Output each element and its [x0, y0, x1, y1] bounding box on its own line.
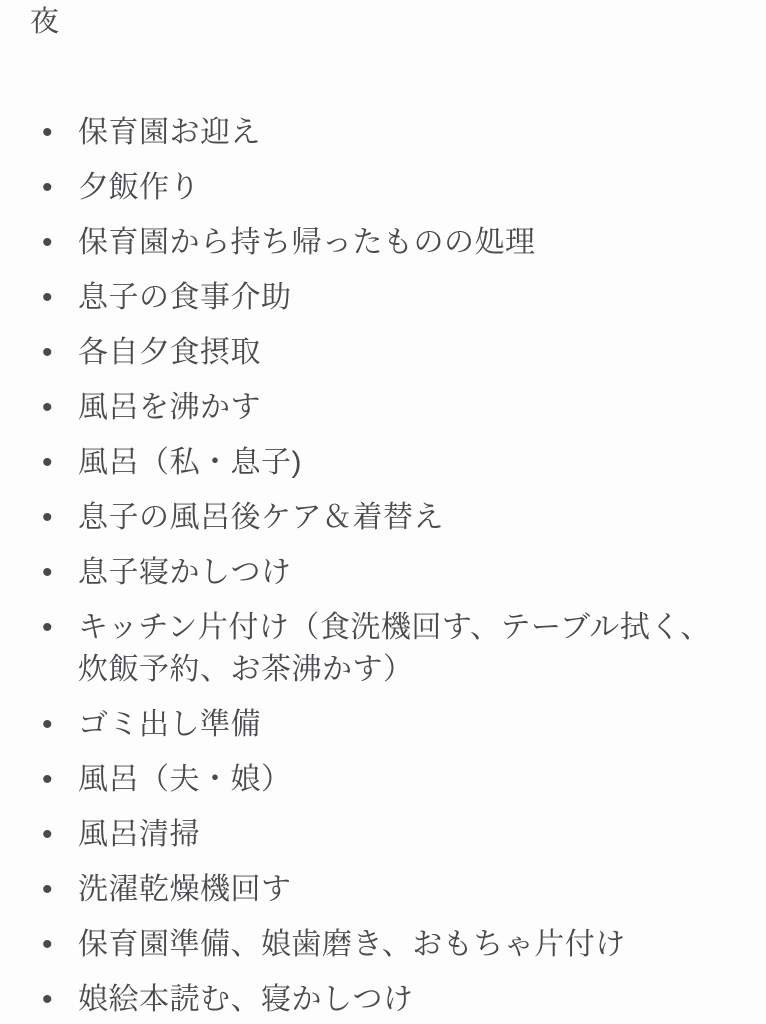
- task-item: • 風呂を沸かす: [42, 387, 736, 429]
- section-heading: 夜: [30, 6, 61, 38]
- task-item: • 息子寝かしつけ: [42, 552, 736, 594]
- task-item: • 洗濯乾燥機回す: [42, 869, 736, 911]
- task-item: • 風呂（夫・娘）: [42, 759, 736, 801]
- task-item: • 風呂清掃: [42, 814, 736, 856]
- task-item: • ゴミ出し準備: [42, 704, 736, 746]
- task-item: • 息子の風呂後ケア＆着替え: [42, 497, 736, 539]
- task-list: [30, 112, 736, 1021]
- task-item: • 各自夕食摂取: [42, 332, 736, 374]
- task-item: • 保育園準備、娘歯磨き、おもちゃ片付け: [42, 924, 736, 966]
- task-item: • 保育園から持ち帰ったものの処理: [42, 222, 736, 264]
- task-item: • 息子の食事介助: [42, 277, 736, 319]
- task-item: • 風呂（私・息子): [42, 442, 736, 484]
- task-item: • 娘絵本読む、寝かしつけ: [42, 979, 736, 1021]
- task-item: • 夕飯作り: [42, 167, 736, 209]
- task-item: • 保育園お迎え: [42, 112, 736, 154]
- task-item: • キッチン片付け（食洗機回す、テーブル拭く、炊飯予約、お茶沸かす）: [42, 607, 736, 691]
